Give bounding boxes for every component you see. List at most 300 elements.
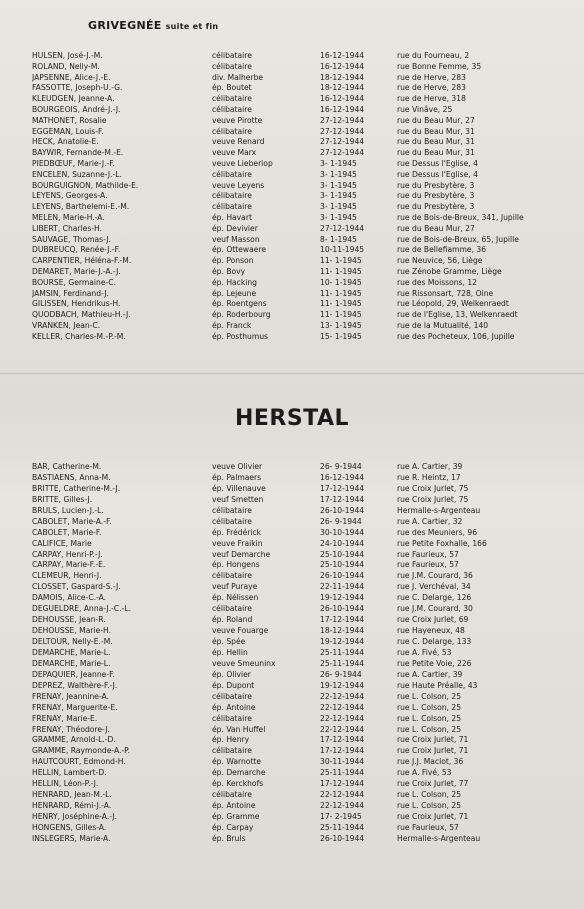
civil-status: ép. Frédérick [212,527,262,537]
civil-status: ép. Villenauve [212,483,266,493]
address: rue de Herve, 318 [397,94,466,104]
civil-status: célibataire [212,604,252,614]
table-row [0,714,584,725]
person-name: BRULS, Lucien-J.-L. [32,505,104,515]
civil-status: ép. Dupont [212,680,255,690]
table-row [0,637,584,648]
person-name: HULSEN, José-J.-M. [32,51,103,60]
address: rue du Beau Mur, 31 [397,126,475,136]
person-name: BASTIAENS, Anna-M. [32,472,111,482]
person-name: BAYWIR, Fernande-M.-E. [32,148,124,158]
person-name: HENRARD, Jean-M.-L. [32,790,112,800]
date: 3- 1-1945 [320,180,357,190]
date: 24-10-1944 [320,538,365,548]
address: rue de Herve, 283 [397,72,466,82]
person-name: SAUVAGE, Thomas-J. [32,234,111,244]
person-name: HONGENS, Gilles-A. [32,822,107,832]
date: 22-12-1944 [320,724,365,734]
person-name: BRITTE, Gilles-J. [32,494,93,504]
person-name: LEYENS, Barthelemi-E.-M. [32,202,130,212]
date: 25-10-1944 [320,549,365,559]
address: rue L. Colson, 25 [397,702,462,712]
table-row [0,191,584,202]
person-name: MELEN, Marie-H.-A. [32,212,105,222]
address: rue de Bellefiamme, 36 [397,245,487,255]
address: rue du Presbytère, 3 [397,202,475,212]
civil-status: ép. Franck [212,320,252,330]
person-name: BAR, Catherine-M. [32,462,102,471]
person-name: ROLAND, Nelly-M. [32,61,100,71]
address: rue du Presbytère, 3 [397,191,475,201]
person-name: MATHONET, Rosalie [32,115,107,125]
address: rue Croix Jurlet, 71 [397,746,469,756]
person-name: CARPAY, Henri-P.-J. [32,549,103,559]
address: rue des Moissons, 12 [397,277,478,287]
person-name: DEMARET, Marie-J.-A.-J. [32,266,121,276]
table-row [0,670,584,681]
address: rue de l'Eglise, 13, Welkenraedt [397,310,518,320]
person-name: JAPSENNE, Alice-J.-E. [32,72,111,82]
date: 17- 2-1945 [320,812,362,821]
address: rue Faurieux, 57 [397,560,459,570]
table-row [0,224,584,235]
date: 18-12-1944 [320,626,365,636]
address: rue Faurieux, 57 [397,822,459,832]
date: 17-12-1944 [320,746,365,756]
address: rue Croix Jurlet, 77 [397,779,469,789]
person-name: DUBREUCQ, Renée-J.-F. [32,245,121,255]
table-row [0,703,584,714]
civil-status: veuve Pirotte [212,115,263,125]
civil-status: div. Malherbe [212,72,264,82]
date: 25-11-1944 [320,647,365,657]
table-row [0,812,584,823]
civil-status: ép. Gramme [212,812,260,821]
date: 22-12-1944 [320,713,365,723]
table-row [0,213,584,224]
person-name: INSLEGERS, Marie-A. [32,833,111,843]
civil-status: ép. Palmaers [212,472,262,482]
person-name: KLEUDGEN, Jeanne-A. [32,94,115,104]
date: 11- 1-1945 [320,266,362,276]
date: 3- 1-1945 [320,169,357,179]
civil-status: ép. Ponson [212,256,254,266]
person-name: HAUTCOURT, Edmond-H. [32,757,126,767]
civil-status: ép. Nélissen [212,593,259,603]
address: rue Croix Jurlet, 75 [397,494,469,504]
paper-fold [0,372,584,375]
date: 26-10-1944 [320,505,365,515]
person-name: CALIFICE, Marie [32,538,92,548]
date: 26-10-1944 [320,571,365,581]
table-row [0,62,584,73]
date: 13- 1-1945 [320,320,362,330]
civil-status: veuve Renard [212,137,265,147]
person-name: ENCELEN, Suzanne-J.-L. [32,169,122,179]
address: rue J.J. Maclot, 36 [397,757,464,767]
civil-status: veuf Puraye [212,582,258,592]
date: 27-12-1944 [320,148,365,158]
table-row [0,51,584,62]
civil-status: ép. Lejeune [212,288,257,298]
address: rue Croix Jurlet, 71 [397,735,469,745]
table-row [0,757,584,768]
address: rue du Fourneau, 2 [397,51,470,60]
person-name: HENRY, Joséphine-A.-J. [32,812,118,821]
person-name: CARPAY, Marie-F.-E. [32,560,106,570]
address: rue Bonne Femme, 35 [397,61,482,71]
person-name: DAMOIS, Alice-C.-A. [32,593,107,603]
civil-status: ép. Olivier [212,669,251,679]
table-row [0,735,584,746]
date: 17-12-1944 [320,483,365,493]
table-row [0,593,584,604]
person-name: DEMARCHE, Marie-L. [32,658,111,668]
section-title-grivegnee [88,19,218,32]
date: 27-12-1944 [320,126,365,136]
person-name: HENRARD, Rémi-J.-A. [32,801,112,811]
table-row [0,626,584,637]
record-list-grivegnee [0,51,584,343]
date: 26-10-1944 [320,833,365,843]
table-row [0,202,584,213]
civil-status: célibataire [212,505,252,515]
person-name: CARPENTIER, Héléna-F.-M. [32,256,132,266]
civil-status: ép. Demarche [212,768,266,778]
date: 11- 1-1945 [320,288,362,298]
person-name: KELLER, Charles-M.-P.-M. [32,331,126,341]
date: 25-11-1944 [320,658,365,668]
address: rue Vinâve, 25 [397,104,453,114]
date: 25-11-1944 [320,822,365,832]
table-row [0,299,584,310]
civil-status: veuve Olivier [212,462,263,471]
table-row [0,659,584,670]
civil-status: célibataire [212,51,252,60]
person-name: LEYENS, Georges-A. [32,191,108,201]
civil-status: célibataire [212,713,252,723]
person-name: EGGEMAN, Louis-F. [32,126,104,136]
person-name: QUODBACH, Mathieu-H.-J. [32,310,131,320]
table-row [0,517,584,528]
address: rue A. Cartier, 39 [397,462,463,471]
civil-status: ép. Ottewaere [212,245,267,255]
civil-status: veuve Leyens [212,180,265,190]
table-row [0,801,584,812]
date: 30-11-1944 [320,757,365,767]
date: 26- 9-1944 [320,516,362,526]
person-name: CABOLET, Marie-A.-F. [32,516,112,526]
civil-status: veuf Masson [212,234,260,244]
address: rue Petite Voie, 226 [397,658,472,668]
civil-status: célibataire [212,790,252,800]
person-name: DEHOUSSE, Jean-R. [32,615,106,625]
table-row [0,267,584,278]
civil-status: célibataire [212,571,252,581]
date: 17-12-1944 [320,494,365,504]
address: Hermalle-s-Argenteau [397,505,481,515]
civil-status: ép. Kerckhofs [212,779,264,789]
date: 11- 1-1945 [320,310,362,320]
address: rue R. Heintz, 17 [397,472,461,482]
date: 8- 1-1945 [320,234,357,244]
civil-status: veuve Fraikin [212,538,263,548]
civil-status: ép. Roland [212,615,253,625]
civil-status: veuve Smeuninx [212,658,276,668]
table-row [0,159,584,170]
person-name: DEGUELDRE, Anna-J.-C.-L. [32,604,131,614]
table-row [0,137,584,148]
person-name: HELLIN, Lambert-D. [32,768,107,778]
table-row [0,834,584,845]
table-row [0,181,584,192]
address: rue A. Cartier, 32 [397,516,463,526]
table-row [0,681,584,692]
date: 26- 9-1944 [320,462,362,471]
address: rue L. Colson, 25 [397,724,462,734]
civil-status: célibataire [212,516,252,526]
address: rue de Bois-de-Breux, 341, Jupille [397,212,524,222]
table-row [0,473,584,484]
date: 27-12-1944 [320,137,365,147]
address: rue Rissonsart, 728, Oine [397,288,494,298]
date: 22-12-1944 [320,790,365,800]
person-name: GRAMME, Arnold-L.-D. [32,735,116,745]
address: rue du Beau Mur, 27 [397,223,475,233]
civil-status: ép. Hongens [212,560,260,570]
address: Hermalle-s-Argenteau [397,833,481,843]
address: rue L. Colson, 25 [397,713,462,723]
table-row [0,528,584,539]
date: 27-12-1944 [320,115,365,125]
date: 3- 1-1945 [320,191,357,201]
civil-status: ép. Havart [212,212,252,222]
address: rue Hayeneux, 48 [397,626,465,636]
person-name: FRENAY, Marguerite-E. [32,702,118,712]
table-row [0,278,584,289]
date: 22-12-1944 [320,702,365,712]
table-row [0,105,584,116]
address: rue J.M. Courard, 30 [397,604,473,614]
date: 22-12-1944 [320,801,365,811]
date: 17-12-1944 [320,735,365,745]
address: rue Croix Jurlet, 69 [397,615,469,625]
table-row [0,648,584,659]
person-name: CLEMEUR, Henri-J. [32,571,102,581]
civil-status: veuve Fouarge [212,626,269,636]
address: rue L. Colson, 25 [397,691,462,701]
date: 11- 1-1945 [320,299,362,309]
date: 27-12-1944 [320,223,365,233]
civil-status: veuve Marx [212,148,257,158]
civil-status: célibataire [212,691,252,701]
date: 10-11-1945 [320,245,365,255]
date: 15- 1-1945 [320,331,362,341]
address: rue Dessus l'Eglise, 4 [397,158,478,168]
section-title-herstal: HERSTAL [234,406,350,431]
address: rue Léopold, 29, Welkenraedt [397,299,509,309]
table-row [0,790,584,801]
person-name: FRENAY, Jeannine-A. [32,691,110,701]
address: rue A. Cartier, 39 [397,669,463,679]
table-row [0,539,584,550]
table-row [0,779,584,790]
table-row [0,571,584,582]
address: rue Haute Préalle, 43 [397,680,478,690]
civil-status: veuf Smetten [212,494,264,504]
table-row [0,256,584,267]
section-title-suffix: suite et fin [165,22,219,31]
table-row [0,170,584,181]
date: 25-10-1944 [320,560,365,570]
civil-status: ép. Hellin [212,647,248,657]
address: rue C. Delarge, 133 [397,637,472,646]
civil-status: célibataire [212,746,252,756]
civil-status: ép. Warnotte [212,757,262,767]
address: rue du Beau Mur, 31 [397,148,475,158]
date: 18-12-1944 [320,72,365,82]
table-row [0,73,584,84]
address: rue J. Verchéval, 34 [397,582,471,592]
person-name: BRITTE, Catherine-M.-J. [32,483,121,493]
civil-status: célibataire [212,191,252,201]
table-row [0,692,584,703]
table-row [0,332,584,343]
table-row [0,725,584,736]
person-name: BOURGUIGNON, Mathilde-E. [32,180,139,190]
civil-status: ép. Bruls [212,833,246,843]
date: 18-12-1944 [320,83,365,93]
civil-status: ép. Henry [212,735,250,745]
date: 3- 1-1945 [320,212,357,222]
date: 11- 1-1945 [320,256,362,266]
date: 16-12-1944 [320,472,365,482]
civil-status: ép. Bovy [212,266,246,276]
civil-status: ép. Carpay [212,822,254,832]
person-name: CABOLET, Marie-F. [32,527,102,537]
civil-status: ép. Hacking [212,277,257,287]
table-row [0,321,584,332]
table-row [0,768,584,779]
date: 22-12-1944 [320,691,365,701]
date: 19-12-1944 [320,593,365,603]
civil-status: ép. Roentgens [212,299,267,309]
person-name: LIBERT, Charles-H. [32,223,103,233]
person-name: FRENAY, Théodore-J. [32,724,110,734]
civil-status: ép. Boutet [212,83,252,93]
address: rue des Pocheteux, 106, Jupille [397,331,515,341]
person-name: BOURSE, Germaine-C. [32,277,116,287]
civil-status: veuve Lieberiop [212,158,273,168]
address: rue L. Colson, 25 [397,801,462,811]
address: rue du Presbytère, 3 [397,180,475,190]
table-row [0,127,584,138]
date: 10- 1-1945 [320,277,362,287]
address: rue A. Fivé, 53 [397,768,452,778]
date: 16-12-1944 [320,104,365,114]
table-row [0,506,584,517]
table-row [0,310,584,321]
address: rue de la Mutualité, 140 [397,320,489,330]
civil-status: célibataire [212,94,252,104]
address: rue de Bois-de-Breux, 65, Jupille [397,234,519,244]
date: 3- 1-1945 [320,158,357,168]
date: 19-12-1944 [320,680,365,690]
person-name: FRENAY, Marie-E. [32,713,98,723]
date: 3- 1-1945 [320,202,357,212]
address: rue du Beau Mur, 31 [397,137,475,147]
table-row [0,560,584,571]
person-name: DEHOUSSE, Marie-H. [32,626,111,636]
table-row [0,582,584,593]
date: 30-10-1944 [320,527,365,537]
civil-status: ép. Roderbourg [212,310,271,320]
civil-status: célibataire [212,126,252,136]
address: rue des Meuniers, 96 [397,527,478,537]
address: rue Croix Jurlet, 71 [397,812,469,821]
person-name: PIEDBŒUF, Marie-J.-F. [32,158,115,168]
address: rue Neuvice, 56, Liège [397,256,483,266]
date: 17-12-1944 [320,615,365,625]
table-row [0,83,584,94]
table-row [0,148,584,159]
table-row [0,615,584,626]
person-name: FASSOTTE, Joseph-U.-G. [32,83,123,93]
person-name: CLOSSET, Gaspard-S.-J. [32,582,121,592]
address: rue Zénobe Gramme, Liège [397,266,502,276]
civil-status: ép. Van Huffel [212,724,266,734]
table-row [0,550,584,561]
date: 22-11-1944 [320,582,365,592]
civil-status: ép. Devivier [212,223,258,233]
person-name: GRAMME, Raymonde-A.-P. [32,746,130,756]
civil-status: célibataire [212,202,252,212]
date: 26- 9-1944 [320,669,362,679]
address: rue de Herve, 283 [397,83,466,93]
civil-status: célibataire [212,61,252,71]
person-name: HELLIN, Léon-P.-J. [32,779,99,789]
table-row [0,746,584,757]
table-row [0,484,584,495]
table-row [0,823,584,834]
date: 16-12-1944 [320,94,365,104]
address: rue L. Colson, 25 [397,790,462,800]
table-row [0,604,584,615]
civil-status: ép. Antoine [212,702,256,712]
civil-status: célibataire [212,104,252,114]
table-row [0,116,584,127]
person-name: VRANKEN, Jean-C. [32,320,101,330]
date: 16-12-1944 [320,61,365,71]
person-name: GILISSEN, Hendrikus-H. [32,299,121,309]
date: 19-12-1944 [320,637,365,646]
civil-status: ép. Antoine [212,801,256,811]
person-name: DEPAQUIER, Jeanne-F. [32,669,115,679]
address: rue Dessus l'Eglise, 4 [397,169,478,179]
address: rue J.M. Courard, 36 [397,571,473,581]
civil-status: ép. Posthumus [212,331,268,341]
table-row [0,235,584,246]
person-name: DELTOUR, Nelly-E.-M. [32,637,113,646]
table-row [0,495,584,506]
person-name: DEPREZ, Walthère-F.-J. [32,680,118,690]
date: 25-11-1944 [320,768,365,778]
address: rue C. Delarge, 126 [397,593,472,603]
civil-status: célibataire [212,169,252,179]
address: rue Faurieux, 57 [397,549,459,559]
address: rue Croix Jurlet, 75 [397,483,469,493]
section-title-text: GRIVEGNÉE [88,19,162,32]
